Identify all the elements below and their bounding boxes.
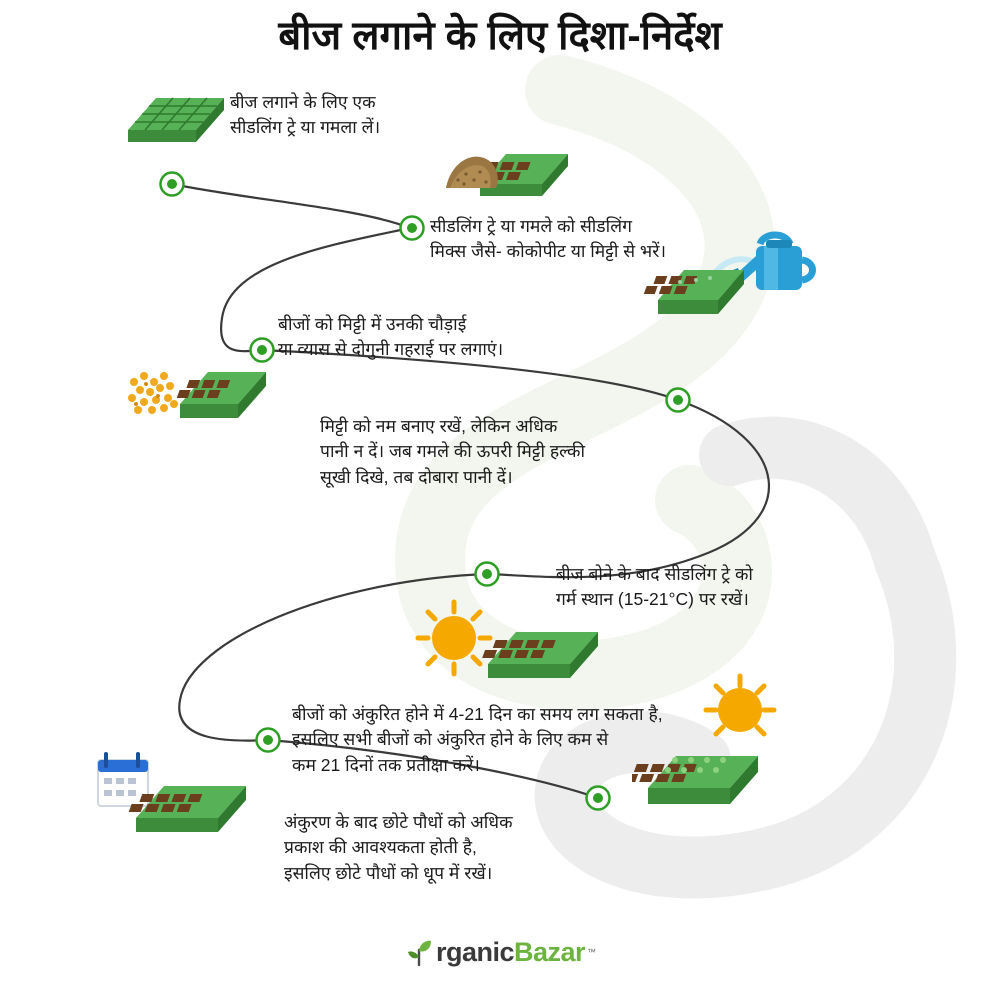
step-6-line-3: कम 21 दिनों तक प्रतीक्षा करें। (292, 754, 480, 775)
step-3-line-2: या व्यास से दोगुनी गहराई पर लगाएं। (278, 339, 504, 360)
step-4-line-2: पानी न दें। जब गमले की ऊपरी मिट्टी हल्की (320, 441, 585, 462)
step-1-text (230, 90, 460, 141)
step-7-text (284, 810, 664, 886)
step-7-line-3: इसलिए छोटे पौधों को धूप में रखें। (284, 862, 493, 883)
step-1-line-2: सीडलिंग ट्रे या गमला लें। (230, 117, 381, 138)
step-4-line-3: सूखी दिखे, तब दोबारा पानी दें। (320, 466, 513, 487)
page-title: बीज लगाने के लिए दिशा-निर्देश (278, 14, 722, 58)
step-5-line-1: बीज बोने के बाद सीडलिंग ट्रे को (556, 564, 753, 584)
step-4-text (320, 414, 700, 490)
step-3-text (278, 312, 628, 363)
step-7-line-2: प्रकाश की आवश्यकता होती है, (284, 837, 477, 858)
step-3-line-1: बीजों को मिट्टी में उनकी चौड़ाई (278, 314, 467, 334)
step-6-line-2: इसलिए सभी बीजों को अंकुरित होने के लिए कम से (292, 729, 609, 750)
step-2-text (430, 214, 760, 265)
logo-bazar: Bazar (513, 936, 586, 967)
seedling-tray-empty-icon (120, 86, 230, 158)
logo-organic: rganic (435, 936, 514, 967)
cocopeat-and-tray-icon (444, 136, 572, 208)
calendar-icon (92, 748, 252, 844)
sun-icon (408, 598, 604, 700)
logo-wordmark (436, 937, 585, 968)
step-2-line-1: सीडलिंग ट्रे या गमले को सीडलिंग (430, 216, 632, 236)
seeds-and-tray-icon (124, 356, 268, 434)
step-6-line-1: बीजों को अंकुरित होने में 4-21 दिन का समय लग सकता है, (292, 704, 663, 724)
brand-logo (0, 937, 1000, 973)
step-5-text (556, 562, 886, 613)
step-7-line-1: अंकुरण के बाद छोटे पौधों को अधिक (284, 812, 513, 832)
step-5-line-2: गर्म स्थान (15-21°C) पर रखें। (556, 589, 749, 610)
logo-trademark: ™ (587, 947, 597, 957)
leaf-sprout-icon (404, 937, 434, 967)
step-4-line-1: मिट्टी को नम बनाए रखें, लेकिन अधिक (320, 416, 558, 436)
step-1-line-1: बीज लगाने के लिए एक (230, 92, 376, 112)
step-2-line-2: मिक्स जैसे- कोकोपीट या मिट्टी से भरें। (430, 241, 667, 262)
step-6-text (292, 702, 812, 778)
